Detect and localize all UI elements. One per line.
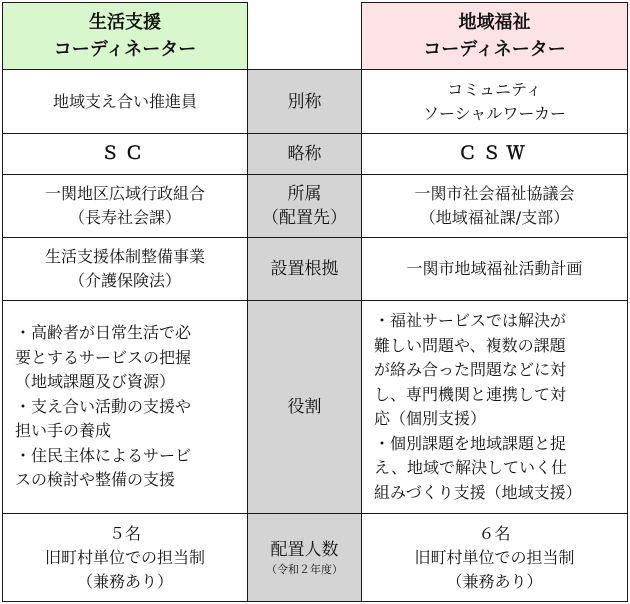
alias-label-text: 別称 [287, 91, 322, 112]
affiliation-right [361, 174, 628, 238]
header-right-line-2: コーディネーター [423, 39, 566, 60]
abbr-right [361, 133, 628, 175]
affiliation-label-line-1: 所属 [287, 184, 322, 204]
header-right-line-1: 地域福祉 [458, 12, 531, 33]
affiliation-left [2, 174, 248, 238]
header-right [361, 2, 628, 70]
role-left-line-4: ・支え合い活動の支援や [15, 396, 192, 416]
basis-right [361, 237, 628, 301]
alias-label [247, 69, 362, 134]
affiliation-right-line-2: （地域福祉課/支部） [419, 208, 570, 227]
role-right-line-5: 応（個別支援） [374, 409, 487, 428]
staff-right-count: ６名 [478, 523, 511, 543]
affiliation-left-line-2: （長寿社会課） [68, 208, 181, 227]
basis-right-text: 一関市地域福祉活動計画 [406, 259, 583, 278]
staff-right-line-3: （兼務あり） [446, 571, 543, 591]
alias-left-text: 地域支え合い推進員 [52, 91, 197, 111]
alias-right-line-1: コミュニティ [447, 79, 542, 99]
role-right-list [374, 309, 617, 505]
basis-label [247, 237, 362, 301]
alias-right [361, 69, 628, 134]
abbr-right-text: ＣＳＷ [458, 143, 531, 164]
staff-label [247, 513, 362, 602]
staff-right-line-2: 旧町村単位での担当制 [414, 547, 575, 567]
role-left-line-6: ・住民主体によるサービ [15, 445, 192, 465]
abbr-left-text: ＳＣ [101, 143, 149, 164]
staff-left [2, 513, 248, 602]
role-right-line-4: し、専門機関と連携して対 [374, 384, 567, 404]
role-right-line-8: 組みづくり支援（地域支援） [374, 482, 582, 502]
role-left-line-2: 要とするサービスの把握 [15, 347, 192, 367]
role-left-line-3: （地域課題及び資源） [15, 372, 176, 392]
role-left [2, 300, 248, 514]
basis-label-text: 設置根拠 [270, 259, 339, 279]
staff-label-sub: （令和２年度） [266, 562, 343, 576]
role-left-line-7: スの検討や整備の支援 [15, 470, 176, 490]
staff-label-text: 配置人数 [270, 539, 339, 560]
affiliation-label-line-2: （配置先） [262, 208, 347, 228]
role-label [247, 300, 362, 514]
basis-left-line-1: 生活支援体制整備事業 [44, 247, 205, 266]
role-right-line-6: ・個別課題を地域課題と捉 [374, 433, 567, 453]
role-left-line-1: ・高齢者が日常生活で必 [15, 323, 192, 343]
role-label-text: 役割 [287, 397, 322, 417]
role-right-line-1: ・福祉サービスでは解決が [374, 311, 567, 330]
abbr-left [2, 133, 248, 175]
basis-left [2, 237, 248, 301]
alias-left [2, 69, 248, 134]
staff-left-line-2: 旧町村単位での担当制 [44, 547, 205, 567]
staff-left-line-3: （兼務あり） [76, 571, 173, 591]
role-right [361, 300, 628, 514]
header-left-line-2: コーディネーター [53, 39, 197, 60]
abbr-label [247, 133, 362, 175]
header-left-line-1: 生活支援 [89, 12, 161, 33]
role-right-line-2: 難しい問題や、複数の課題 [374, 335, 566, 355]
role-left-line-5: 担い手の養成 [15, 421, 112, 441]
role-right-line-3: が絡み合った問題などに対 [374, 360, 567, 379]
role-left-list [15, 321, 237, 493]
affiliation-left-line-1: 一関地区広域行政組合 [44, 184, 205, 203]
staff-right [361, 513, 628, 602]
role-right-line-7: え、地域で解決していく仕 [374, 458, 567, 477]
abbr-label-text: 略称 [287, 144, 322, 164]
affiliation-right-line-1: 一関市社会福祉協議会 [414, 184, 575, 203]
alias-right-line-2: ソーシャルワーカー [422, 103, 567, 123]
affiliation-label [247, 174, 362, 238]
header-left [2, 2, 248, 70]
basis-left-line-2: （介護保険法） [68, 271, 181, 290]
staff-left-count: ５名 [108, 523, 141, 543]
